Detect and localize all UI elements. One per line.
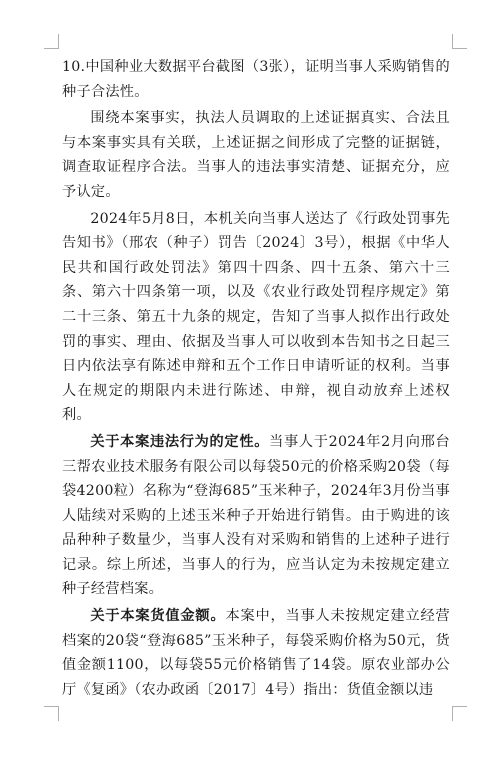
paragraph-text: 2024年5月8日，本机关向当事人送达了《行政处罚事先告知书》（邢农（种子）罚告〔2024〕3号），根据《中华人民共和国行政处罚法》第四十四条、四十五条、第六十三条、第六十四条第一项，以及《农业行政处罚程序规定》第二十三条、第五十九条的规定，告知了当事人拟作出行政处罚的事实、理由、依据及当事人可以收到本告知书之日起三日内依法享有陈述申辩和五个工作日申请听证的权利。当事人在规定的期限内未进行陈述、申辩，视自动放弃上述权利。 [62, 210, 450, 424]
paragraph-heading: 关于本案违法行为的定性。 [90, 433, 270, 450]
document-body [62, 55, 450, 704]
crop-mark-bottom-right [452, 706, 467, 721]
violation-nature-paragraph [62, 430, 450, 602]
paragraph-heading: 关于本案货值金额。 [90, 608, 226, 625]
evidence-summary-paragraph [62, 106, 450, 204]
goods-value-paragraph [62, 604, 450, 702]
crop-mark-bottom-left [44, 706, 59, 721]
notice-delivery-paragraph [62, 207, 450, 428]
paragraph-text: 围绕本案事实，执法人员调取的上述证据真实、合法且与本案事实具有关联，上述证据之间形成了完整的证据链，调查取证程序合法。当事人的违法事实清楚、证据充分，应予认定。 [62, 110, 450, 200]
evidence-item-10 [62, 55, 450, 104]
crop-mark-top-left [44, 34, 59, 49]
paragraph-text: 本案中，当事人未按规定建立经营档案的20袋“登海685”玉米种子，每袋采购价格为50元，货值金额1100，以每袋55元价格销售了14袋。原农业部办公厅《复函》（农办政函〔2017〕4号）指出：货值金额以违 [62, 608, 450, 698]
crop-mark-top-right [452, 34, 467, 49]
paragraph-text: 10.中国种业大数据平台截图（3张），证明当事人采购销售的种子合法性。 [62, 59, 450, 100]
paragraph-text: 当事人于2024年2月向邢台三帮农业技术服务有限公司以每袋50元的价格采购20袋（每袋4200粒）名称为“登海685”玉米种子，2024年3月份当事人陆续对采购的上述玉米种子开始进行销售。由于购进的该品种种子数量少，当事人没有对采购和销售的上述种子进行记录。综上所述，当事人的行为，应当认定为未按规定建立种子经营档案。 [62, 433, 450, 598]
